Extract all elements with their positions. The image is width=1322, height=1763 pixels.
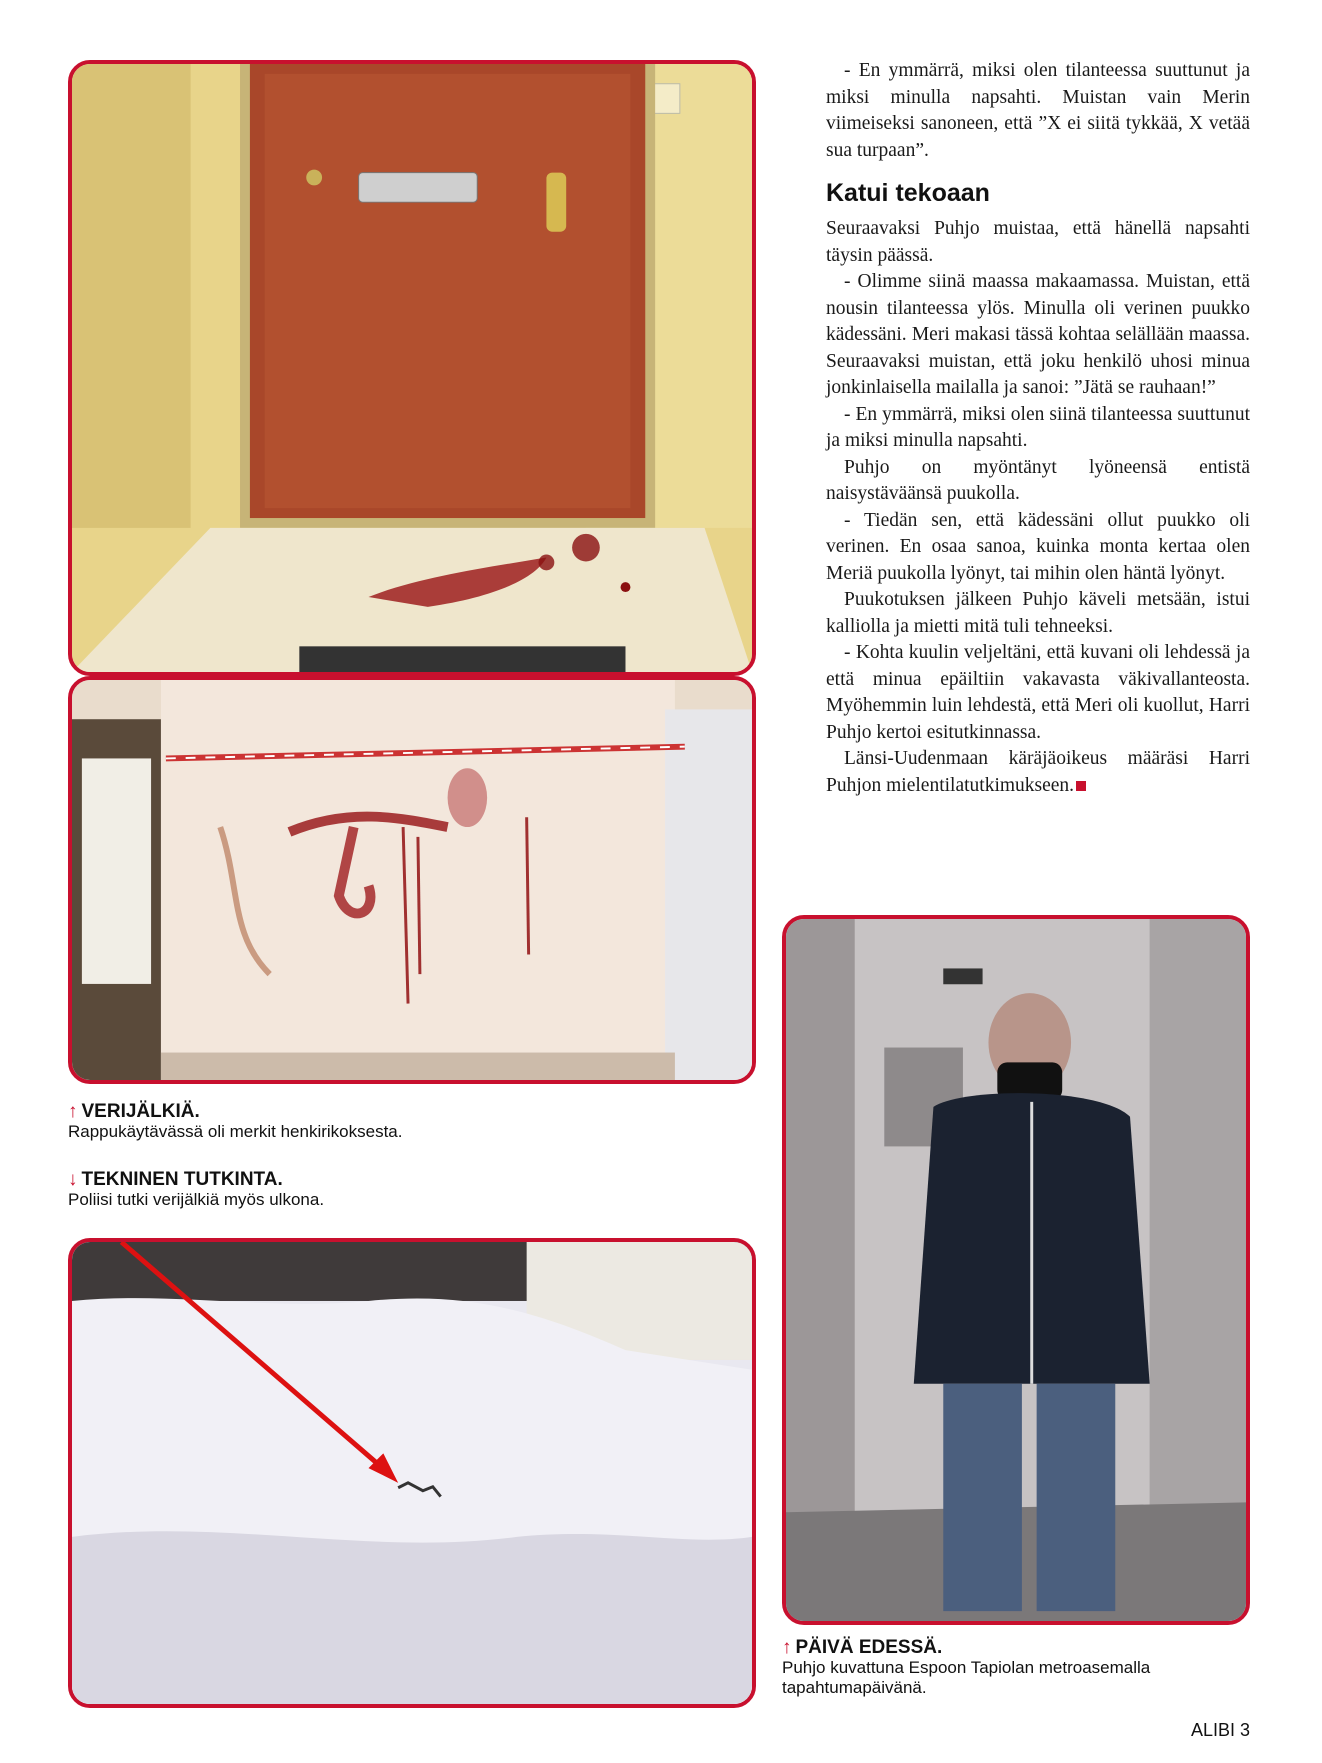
caption-verijalkia-text: Rappukäytävässä oli merkit henkirikoksesta. xyxy=(68,1122,403,1141)
article-paragraph: - En ymmärrä, miksi olen tilanteessa suuttunut ja miksi minulla napsahti. Muistan vain Merin viimeiseksi sanoneen, että ”X ei siitä tykkää, X vetää sua turpaan”. xyxy=(826,60,1250,161)
article-paragraph: Puhjo on myöntänyt lyöneensä entistä naisystäväänsä puukolla. xyxy=(826,456,1250,504)
caption-verijalkia xyxy=(68,1102,768,1142)
door-scene-image xyxy=(72,64,752,672)
article-paragraph: - Tiedän sen, että kädessäni ollut puukko oli verinen. En osaa sanoa, kuinka monta kertaa olen Meriä puukolla lyönyt, tai mihin olen häntä lyönyt. xyxy=(826,509,1250,584)
article-final-text: Länsi-Uudenmaan käräjäoikeus määräsi Harri Puhjon mielentilatutkimukseen. xyxy=(826,748,1250,796)
article-paragraph: Seuraavaksi Puhjo muistaa, että hänellä napsahti täysin päässä. xyxy=(826,218,1250,266)
caption-paiva-edessa xyxy=(782,1638,1252,1698)
wall-scene-image xyxy=(72,680,752,1080)
caption-paiva-text: Puhjo kuvattuna Espoon Tapiolan metroasemalla tapahtumapäivänä. xyxy=(782,1658,1151,1697)
article-paragraph: - En ymmärrä, miksi olen siinä tilanteessa suuttunut ja miksi minulla napsahti. xyxy=(826,403,1250,451)
caption-tekninen-text: Poliisi tutki verijälkiä myös ulkona. xyxy=(68,1190,325,1209)
caption-verijalkia-head xyxy=(68,1102,768,1122)
photo-door-blood xyxy=(68,60,756,676)
article-paragraph: - Kohta kuulin veljeltäni, että kuvani oli lehdessä ja että minua epäiltiin vakavasta väkivallanteosta. Myöhemmin luin lehdestä, että Meri oli kuollut, Harri Puhjo kertoi esitutkinnassa. xyxy=(826,642,1250,743)
article-paragraph: Puukotuksen jälkeen Puhjo käveli metsään, istui kalliolla ja mietti mitä tuli tehneeksi. xyxy=(826,589,1250,637)
arrow-up-icon: ↑ xyxy=(68,1101,78,1122)
photo-snow-evidence xyxy=(68,1238,756,1708)
article-paragraph-final xyxy=(826,746,1250,799)
photo-suspect-elevator xyxy=(782,915,1250,1625)
caption-tekninen-tutkinta xyxy=(68,1170,768,1210)
end-mark-icon xyxy=(1076,781,1086,791)
arrow-up-icon: ↑ xyxy=(782,1637,792,1658)
caption-verijalkia-title: VERIJÄLKIÄ. xyxy=(81,1101,200,1122)
photo-wall-blood xyxy=(68,676,756,1084)
elevator-scene-image xyxy=(786,919,1246,1621)
article-paragraph: - Olimme siinä maassa makaamassa. Muistan, että nousin tilanteessa ylös. Minulla oli verinen puukko kädessäni. Meri makasi tässä kohtaa selällään maassa. Seuraavaksi muistan, että joku henkilö uhosi minua jonkinlaisella mailalla ja sanoi: ”Jätä se rauhaan!” xyxy=(826,271,1250,398)
article-column xyxy=(826,58,1250,799)
caption-paiva-title: PÄIVÄ EDESSÄ. xyxy=(795,1637,943,1658)
arrow-down-icon: ↓ xyxy=(68,1169,78,1190)
caption-tekninen-head xyxy=(68,1170,768,1190)
page-folio: ALIBI 3 xyxy=(1190,1720,1250,1740)
snow-scene-image xyxy=(72,1242,752,1704)
caption-tekninen-title: TEKNINEN TUTKINTA. xyxy=(81,1169,283,1190)
article-subheading: Katui tekoaan xyxy=(826,179,990,207)
caption-paiva-head xyxy=(782,1638,1252,1658)
